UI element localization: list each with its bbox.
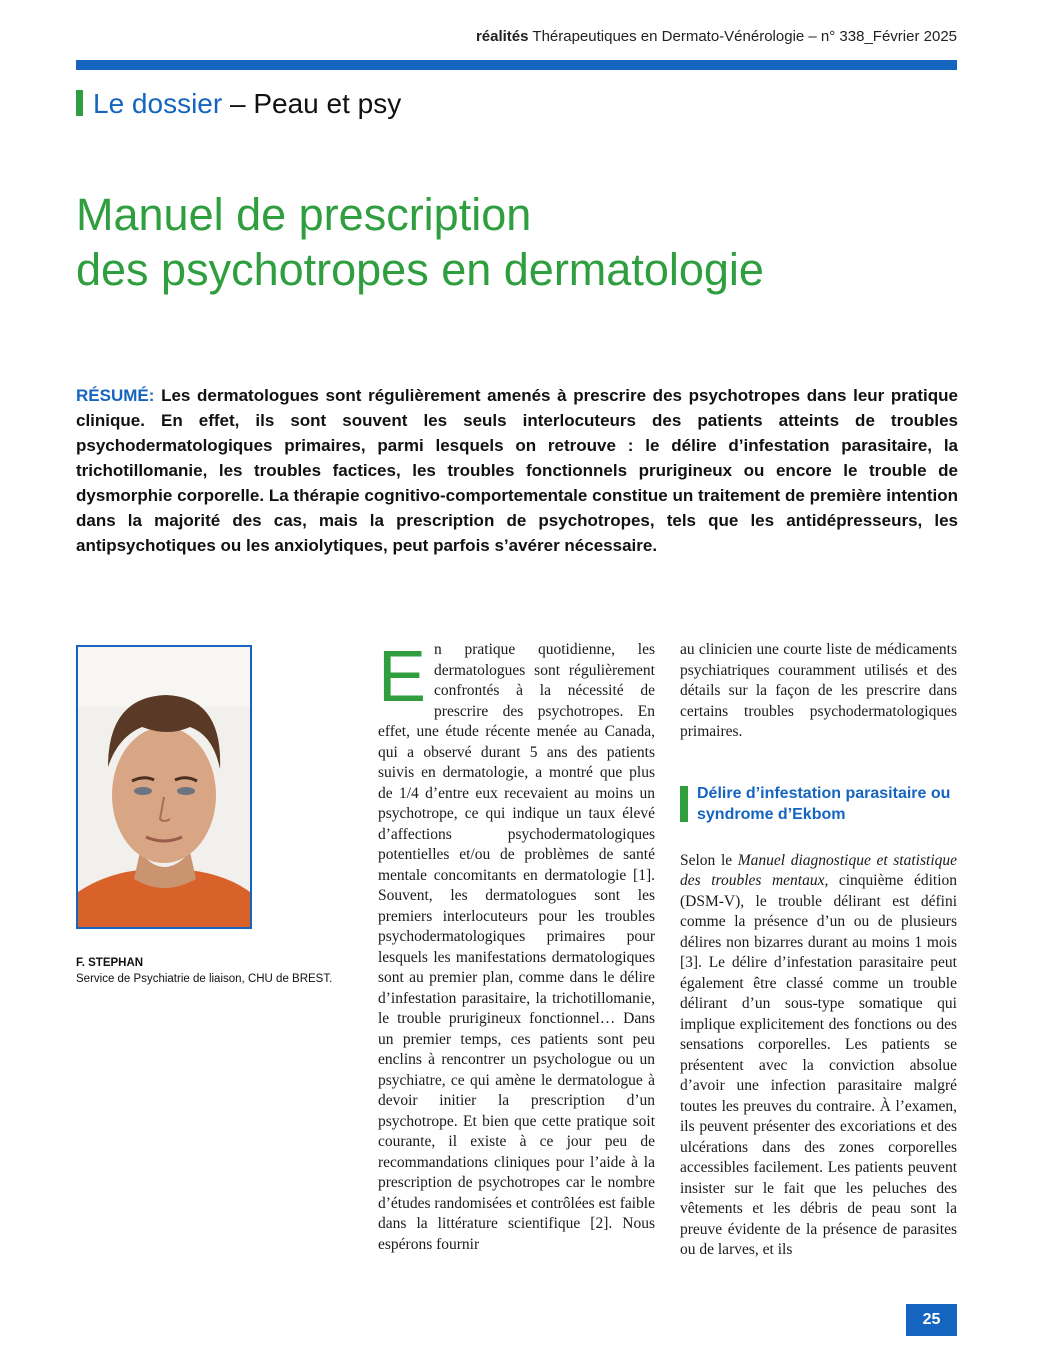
running-header [476,28,957,45]
title-line-1: Manuel de prescription [76,189,532,240]
dsm-title: Manuel diagnostique et statistique des troubles mentaux [680,851,957,889]
journal-issue: Thérapeutiques en Dermato-Vénérologie – n° 338_Février 2025 [532,28,957,45]
author-photo [76,645,252,929]
body-column-2 [680,640,957,1280]
body-paragraph-2: au clinicien une courte liste de médicaments psychiatriques couramment utilisés et des détails sur la façon de les prescrire dans certains troubles psychodermatologiques primaires. [680,641,957,740]
abstract [76,383,958,558]
title-line-2: des psychotropes en dermatologie [76,244,764,295]
section-marker [76,90,83,116]
author-affiliation: Service de Psychiatrie de liaison, CHU de BREST. [76,973,333,985]
body-paragraph-3 [680,851,957,1261]
abstract-text: Les dermatologues sont régulièrement amenés à prescrire des psychotropes dans leur pratique clinique. En effet, ils sont souvent les seuls interlocuteurs des patients atteints de troubles psychodermatologiques primaires, parmi lesquels on retrouve : le délire d’infestation parasitaire, la trichotillomanie, les troubles factices, les troubles fonctionnels prurigineux ou encore le trouble de dysmorphie corporelle. La thérapie cognitivo-comportementale constitue un traitement de première intention dans la majorité des cas, mais la prescription de psychotropes, tels que les antidépresseurs, les antipsychotiques ou les anxiolytiques, peut parfois s’avérer nécessaire. [76,386,958,555]
section-name: Le dossier [93,88,223,119]
section-separator: – [222,88,254,119]
subheading-text: Délire d’infestation parasitaire ou syndrome d’Ekbom [697,784,951,823]
body-column-1 [378,640,655,1280]
section-topic: Peau et psy [253,88,402,119]
article-title [76,187,764,297]
drop-cap: E [378,640,427,717]
author-name: F. STEPHAN [76,957,144,969]
section-label [76,88,401,120]
paragraph-3-rest: , cinquième édition (DSM-V), le trouble délirant est défini comme la présence d’un ou de plusieurs délires non bizarres durant au moins 1 mois [3]. Le délire d’infestation parasitaire peut également être classé comme un trouble délirant d’un sous-type somatique qui implique explicitement des fonctions ou des sensations corporelles. Les patients se présentent avec la conviction absolue d’avoir une infection parasitaire malgré toutes les preuves du contraire. À l’examen, ils peuvent présenter des excoriations et des ulcérations dans des zones corporelles accessibles facilement. Les patients peuvent insister sur le fait que les peluches des vêtements et les débris de peau sont la preuve évidente de la présence de parasites ou de larves, et ils [680,872,957,1258]
paragraph-3-start: Selon le [680,851,738,869]
journal-brand: réalités [475,28,529,45]
abstract-label: RÉSUMÉ: [76,386,155,405]
author-portrait-image [78,647,250,927]
body-paragraph-1: n pratique quotidienne, les dermatologues sont régulièrement confrontés à la nécessité de prescrire des psychotropes. En effet, une étude récente menée au Canada, qui a observé durant 5 ans des patients suivis en dermatologie, a montré que plus de 1/4 d’entre eux recevaient au moins un psychotrope, ce qui indique un taux élevé d’affections psychodermatologiques potentielles et/ou de problèmes de santé mentale concomitants en dermatologie [1]. Souvent, les dermatologues sont les premiers interlocuteurs pour les troubles psychodermatologiques primaires pour lesquels les manifestations dermatologiques sont au premier plan, comme dans le délire d’infestation parasitaire, la trichotillomanie, le trouble prurigineux fonctionnel… Dans un premier temps, ces patients sont peu enclins à rencontrer un psychologue ou un psychiatre, ce qui amène le dermatologue à devoir initier la prescription d’un psychotrope. Et bien que cette pratique soit courante, il existe à ce jour peu de recommandations cliniques pour l’aide à la prescription de psychotropes car le nombre d’études randomisées et contrôlées est faible dans la littérature scientifique [2]. Nous espérons fournir [378,641,655,1253]
section-subheading [680,783,957,825]
subheading-marker [680,786,688,822]
page-number: 25 [906,1304,957,1336]
header-rule [76,60,957,70]
author-block [76,955,332,987]
